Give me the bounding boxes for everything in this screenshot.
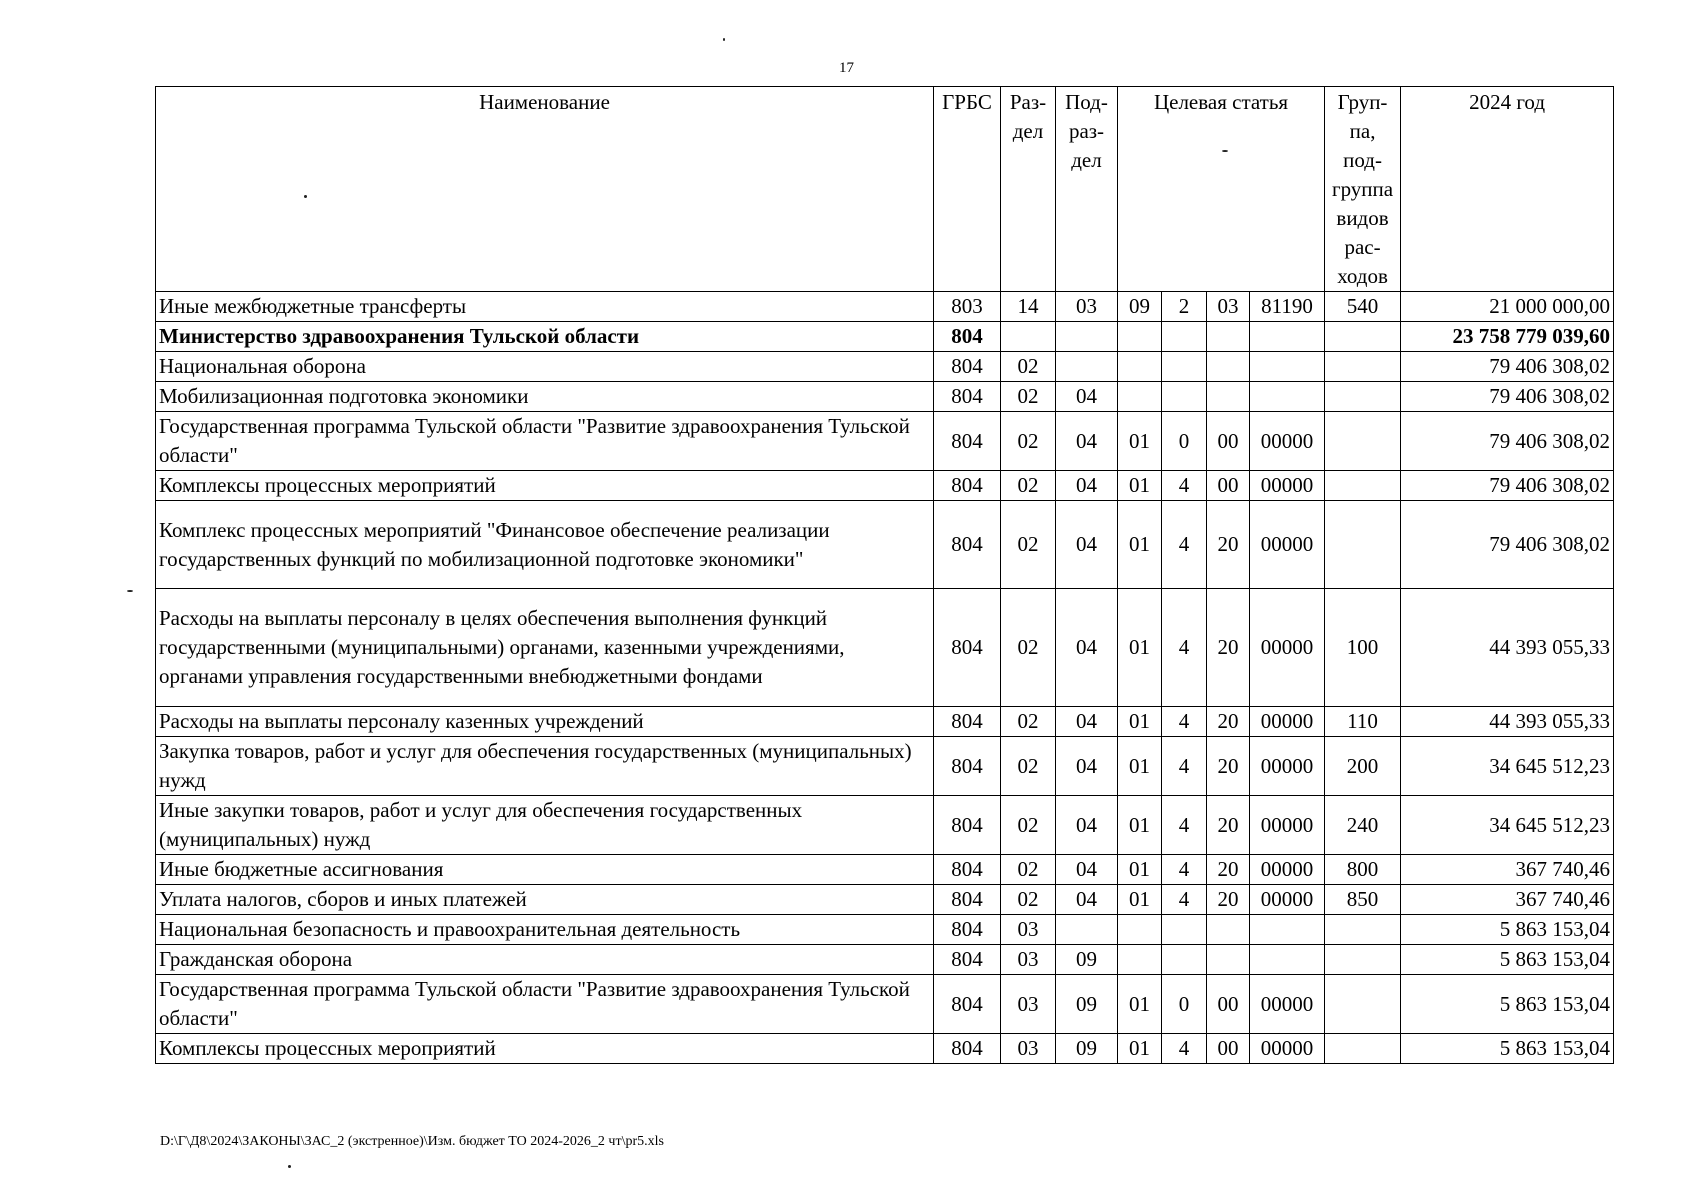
row-grbs: 804: [934, 855, 1001, 885]
table-row: [156, 589, 1614, 707]
row-podrazdel: 09: [1056, 945, 1118, 975]
row-razdel: 02: [1001, 352, 1056, 382]
row-target-subtype: 20: [1207, 855, 1250, 885]
row-target-program: 01: [1118, 855, 1162, 885]
row-target-direction: 00000: [1250, 1034, 1325, 1064]
row-target-direction: [1250, 945, 1325, 975]
scan-speck: [127, 590, 133, 592]
row-podrazdel: 04: [1056, 885, 1118, 915]
row-target-type: 4: [1162, 707, 1207, 737]
row-expense-group: [1325, 1034, 1401, 1064]
row-amount-2024: 5 863 153,04: [1401, 945, 1614, 975]
row-razdel: 03: [1001, 1034, 1056, 1064]
table-row: [156, 855, 1614, 885]
row-name: Уплата налогов, сборов и иных платежей: [156, 885, 934, 915]
row-podrazdel: 04: [1056, 471, 1118, 501]
row-grbs: 804: [934, 885, 1001, 915]
row-target-type: 4: [1162, 501, 1207, 589]
row-grbs: 804: [934, 322, 1001, 352]
row-expense-group: [1325, 975, 1401, 1034]
table-row: [156, 915, 1614, 945]
row-target-direction: [1250, 915, 1325, 945]
row-target-program: 01: [1118, 471, 1162, 501]
row-grbs: 804: [934, 1034, 1001, 1064]
row-target-type: [1162, 352, 1207, 382]
row-grbs: 804: [934, 737, 1001, 796]
row-amount-2024: 79 406 308,02: [1401, 382, 1614, 412]
row-grbs: 804: [934, 501, 1001, 589]
row-target-subtype: 20: [1207, 589, 1250, 707]
row-expense-group: 200: [1325, 737, 1401, 796]
row-expense-group: [1325, 945, 1401, 975]
row-expense-group: [1325, 471, 1401, 501]
row-target-program: 01: [1118, 707, 1162, 737]
row-target-program: 09: [1118, 292, 1162, 322]
row-target-direction: 00000: [1250, 412, 1325, 471]
row-expense-group: 110: [1325, 707, 1401, 737]
row-podrazdel: 04: [1056, 501, 1118, 589]
row-target-subtype: [1207, 915, 1250, 945]
row-razdel: 02: [1001, 737, 1056, 796]
row-grbs: 804: [934, 589, 1001, 707]
table-row: [156, 796, 1614, 855]
row-target-type: 2: [1162, 292, 1207, 322]
row-grbs: 804: [934, 412, 1001, 471]
row-grbs: 804: [934, 471, 1001, 501]
row-razdel: 02: [1001, 382, 1056, 412]
row-target-direction: 00000: [1250, 589, 1325, 707]
row-podrazdel: 04: [1056, 589, 1118, 707]
row-razdel: 03: [1001, 975, 1056, 1034]
row-grbs: 804: [934, 382, 1001, 412]
row-target-direction: 00000: [1250, 501, 1325, 589]
row-podrazdel: 04: [1056, 855, 1118, 885]
row-expense-group: 100: [1325, 589, 1401, 707]
row-target-program: 01: [1118, 885, 1162, 915]
row-target-type: [1162, 945, 1207, 975]
row-target-program: 01: [1118, 796, 1162, 855]
row-target-subtype: 20: [1207, 885, 1250, 915]
row-name: Иные межбюджетные трансферты: [156, 292, 934, 322]
row-target-type: [1162, 915, 1207, 945]
row-amount-2024: 44 393 055,33: [1401, 707, 1614, 737]
row-razdel: 02: [1001, 471, 1056, 501]
row-expense-group: 240: [1325, 796, 1401, 855]
row-amount-2024: 79 406 308,02: [1401, 352, 1614, 382]
row-name: Комплексы процессных мероприятий: [156, 1034, 934, 1064]
row-name: Расходы на выплаты персоналу в целях обеспечения выполнения функций государственными (муниципальными) органами, казенными учреждениями, органами управления государственными внебюджетными фондами: [156, 589, 934, 707]
row-target-direction: 81190: [1250, 292, 1325, 322]
row-target-direction: 00000: [1250, 885, 1325, 915]
row-target-program: 01: [1118, 1034, 1162, 1064]
table-row: [156, 501, 1614, 589]
row-target-type: 0: [1162, 975, 1207, 1034]
row-target-subtype: [1207, 945, 1250, 975]
row-expense-group: [1325, 915, 1401, 945]
row-expense-group: 800: [1325, 855, 1401, 885]
row-razdel: 14: [1001, 292, 1056, 322]
row-target-program: 01: [1118, 412, 1162, 471]
table-row: [156, 737, 1614, 796]
row-expense-group: [1325, 322, 1401, 352]
file-path-footer: D:\Г\Д8\2024\ЗАКОНЫ\ЗАС_2 (экстренное)\Изм. бюджет ТО 2024-2026_2 чт\pr5.xls: [160, 1134, 664, 1149]
header-year: 2024 год: [1401, 87, 1614, 292]
row-razdel: 02: [1001, 885, 1056, 915]
row-target-direction: [1250, 352, 1325, 382]
row-podrazdel: 03: [1056, 292, 1118, 322]
table-row: [156, 975, 1614, 1034]
row-amount-2024: 5 863 153,04: [1401, 1034, 1614, 1064]
row-podrazdel: [1056, 915, 1118, 945]
row-grbs: 804: [934, 945, 1001, 975]
row-amount-2024: 44 393 055,33: [1401, 589, 1614, 707]
row-target-subtype: 20: [1207, 796, 1250, 855]
row-podrazdel: [1056, 322, 1118, 352]
row-amount-2024: 79 406 308,02: [1401, 412, 1614, 471]
row-name: Комплекс процессных мероприятий "Финансовое обеспечение реализации государственных функций по мобилизационной подготовке экономики": [156, 501, 934, 589]
row-target-program: 01: [1118, 737, 1162, 796]
row-target-type: 4: [1162, 1034, 1207, 1064]
header-razdel: Раз- дел: [1001, 87, 1056, 292]
table-row: [156, 1034, 1614, 1064]
table-row: [156, 292, 1614, 322]
row-name: Иные бюджетные ассигнования: [156, 855, 934, 885]
row-grbs: 803: [934, 292, 1001, 322]
row-target-program: 01: [1118, 501, 1162, 589]
row-name: Национальная безопасность и правоохранительная деятельность: [156, 915, 934, 945]
row-target-direction: 00000: [1250, 855, 1325, 885]
row-razdel: 02: [1001, 796, 1056, 855]
row-name: Национальная оборона: [156, 352, 934, 382]
row-target-direction: 00000: [1250, 737, 1325, 796]
row-target-program: [1118, 915, 1162, 945]
row-target-subtype: 20: [1207, 737, 1250, 796]
row-razdel: 02: [1001, 589, 1056, 707]
row-target-program: [1118, 322, 1162, 352]
row-target-subtype: [1207, 352, 1250, 382]
row-target-direction: 00000: [1250, 707, 1325, 737]
row-expense-group: 540: [1325, 292, 1401, 322]
row-amount-2024: 23 758 779 039,60: [1401, 322, 1614, 352]
row-name: Расходы на выплаты персоналу казенных учреждений: [156, 707, 934, 737]
row-name: Иные закупки товаров, работ и услуг для обеспечения государственных (муниципальных) нужд: [156, 796, 934, 855]
row-razdel: 03: [1001, 915, 1056, 945]
row-target-program: [1118, 945, 1162, 975]
row-expense-group: [1325, 412, 1401, 471]
row-name: Гражданская оборона: [156, 945, 934, 975]
row-podrazdel: 04: [1056, 737, 1118, 796]
row-target-subtype: [1207, 322, 1250, 352]
row-target-program: [1118, 352, 1162, 382]
row-razdel: 02: [1001, 707, 1056, 737]
row-target-type: 4: [1162, 471, 1207, 501]
header-podrazdel: Под- раз- дел: [1056, 87, 1118, 292]
row-target-subtype: 20: [1207, 501, 1250, 589]
row-podrazdel: 04: [1056, 796, 1118, 855]
row-amount-2024: 34 645 512,23: [1401, 796, 1614, 855]
row-razdel: 02: [1001, 501, 1056, 589]
row-name: Мобилизационная подготовка экономики: [156, 382, 934, 412]
row-razdel: 02: [1001, 412, 1056, 471]
row-target-program: 01: [1118, 589, 1162, 707]
row-target-subtype: 00: [1207, 975, 1250, 1034]
row-podrazdel: 04: [1056, 707, 1118, 737]
table-row: [156, 471, 1614, 501]
row-target-direction: [1250, 382, 1325, 412]
header-group: Груп- па, под- группа видов рас- ходов: [1325, 87, 1401, 292]
row-target-subtype: [1207, 382, 1250, 412]
row-target-type: 4: [1162, 855, 1207, 885]
row-name: Министерство здравоохранения Тульской области: [156, 322, 934, 352]
row-podrazdel: 04: [1056, 412, 1118, 471]
budget-table: [155, 86, 1614, 1064]
row-target-subtype: 20: [1207, 707, 1250, 737]
row-podrazdel: 09: [1056, 975, 1118, 1034]
table-row: [156, 945, 1614, 975]
row-target-direction: 00000: [1250, 796, 1325, 855]
table-row: [156, 885, 1614, 915]
row-target-subtype: 00: [1207, 1034, 1250, 1064]
table-row: [156, 707, 1614, 737]
header-target-article: Целевая статья: [1118, 87, 1325, 292]
header-name: Наименование: [156, 87, 934, 292]
row-amount-2024: 5 863 153,04: [1401, 975, 1614, 1034]
row-amount-2024: 367 740,46: [1401, 885, 1614, 915]
row-target-direction: 00000: [1250, 975, 1325, 1034]
row-razdel: 03: [1001, 945, 1056, 975]
row-target-subtype: 03: [1207, 292, 1250, 322]
row-razdel: [1001, 322, 1056, 352]
row-grbs: 804: [934, 796, 1001, 855]
row-podrazdel: [1056, 352, 1118, 382]
row-target-type: [1162, 322, 1207, 352]
row-grbs: 804: [934, 915, 1001, 945]
row-expense-group: [1325, 382, 1401, 412]
row-target-program: 01: [1118, 975, 1162, 1034]
row-amount-2024: 79 406 308,02: [1401, 471, 1614, 501]
table-row: [156, 352, 1614, 382]
row-podrazdel: 09: [1056, 1034, 1118, 1064]
table-row: [156, 412, 1614, 471]
row-target-type: 4: [1162, 796, 1207, 855]
row-target-type: 0: [1162, 412, 1207, 471]
table-row: [156, 322, 1614, 352]
row-target-type: [1162, 382, 1207, 412]
row-target-program: [1118, 382, 1162, 412]
row-target-type: 4: [1162, 885, 1207, 915]
scan-speck: [288, 1165, 291, 1168]
row-name: Государственная программа Тульской области "Развитие здравоохранения Тульской области": [156, 975, 934, 1034]
row-grbs: 804: [934, 707, 1001, 737]
row-amount-2024: 367 740,46: [1401, 855, 1614, 885]
row-razdel: 02: [1001, 855, 1056, 885]
row-target-subtype: 00: [1207, 412, 1250, 471]
row-target-type: 4: [1162, 737, 1207, 796]
scan-speck: [723, 38, 725, 41]
row-name: Государственная программа Тульской области "Развитие здравоохранения Тульской области": [156, 412, 934, 471]
header-grbs: ГРБС: [934, 87, 1001, 292]
table-row: [156, 382, 1614, 412]
page-number: 17: [839, 60, 854, 76]
row-expense-group: 850: [1325, 885, 1401, 915]
row-amount-2024: 79 406 308,02: [1401, 501, 1614, 589]
row-podrazdel: 04: [1056, 382, 1118, 412]
row-target-direction: [1250, 322, 1325, 352]
row-target-subtype: 00: [1207, 471, 1250, 501]
row-expense-group: [1325, 501, 1401, 589]
row-name: Комплексы процессных мероприятий: [156, 471, 934, 501]
row-expense-group: [1325, 352, 1401, 382]
row-amount-2024: 34 645 512,23: [1401, 737, 1614, 796]
row-grbs: 804: [934, 352, 1001, 382]
row-target-type: 4: [1162, 589, 1207, 707]
row-amount-2024: 21 000 000,00: [1401, 292, 1614, 322]
table-header-row: [156, 87, 1614, 292]
row-name: Закупка товаров, работ и услуг для обеспечения государственных (муниципальных) нужд: [156, 737, 934, 796]
row-amount-2024: 5 863 153,04: [1401, 915, 1614, 945]
row-grbs: 804: [934, 975, 1001, 1034]
row-target-direction: 00000: [1250, 471, 1325, 501]
